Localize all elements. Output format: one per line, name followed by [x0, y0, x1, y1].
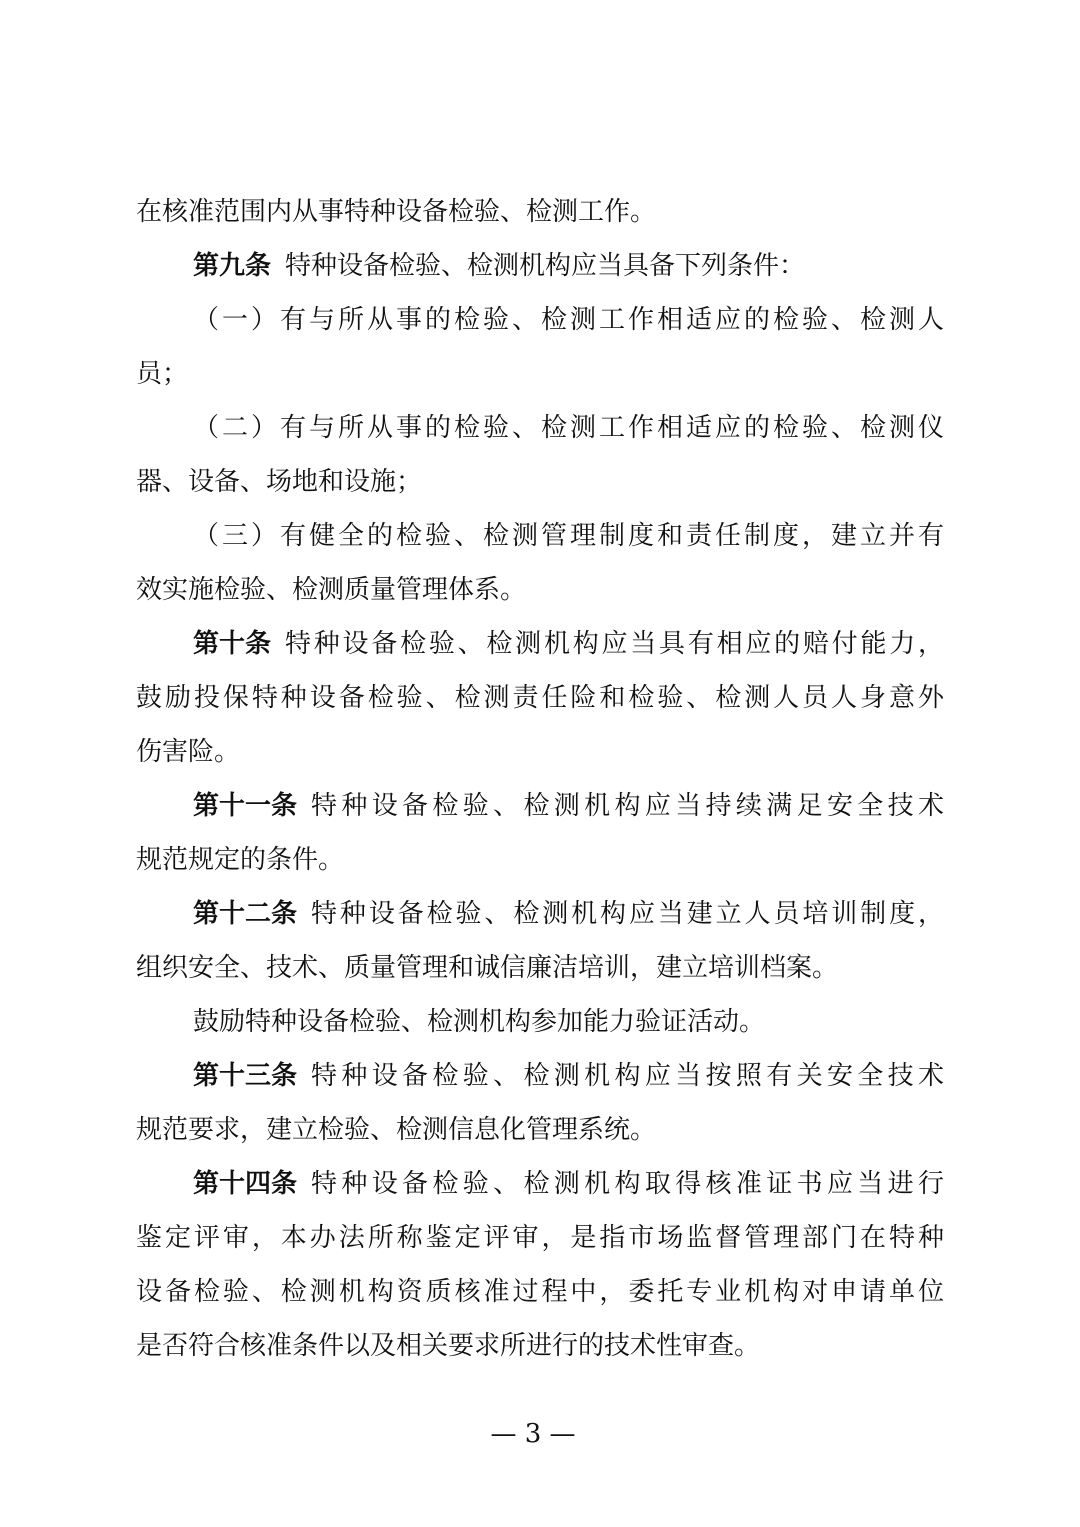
line-text: 器、设备、场地和设施； — [136, 467, 423, 497]
page-number: — 3 — — [490, 1419, 576, 1449]
text-line — [136, 1110, 944, 1150]
line-text: 鼓励特种设备检验、检测机构参加能力验证活动。 — [193, 1007, 766, 1037]
line-text: 鉴定评审，本办法所称鉴定评审，是指市场监督管理部门在特种 — [136, 1223, 944, 1253]
text-line — [136, 840, 944, 880]
article-number: 第十条 — [193, 629, 272, 659]
line-text: （一）有与所从事的检验、检测工作相适应的检验、检测人 — [193, 305, 944, 335]
article-number: 第十三条 — [193, 1061, 298, 1091]
line-text: 在核准范围内从事特种设备检验、检测工作。 — [136, 197, 657, 227]
text-line — [136, 462, 944, 502]
line-text: 鼓励投保特种设备检验、检测责任险和检验、检测人员人身意外 — [136, 683, 944, 713]
text-line — [193, 408, 944, 448]
line-text: 伤害险。 — [136, 737, 241, 767]
text-line — [193, 300, 944, 340]
text-line — [136, 354, 944, 394]
text-line — [136, 1326, 944, 1366]
text-line — [193, 246, 944, 286]
text-line — [193, 894, 944, 934]
line-text: 特种设备检验、检测机构应当具有相应的赔付能力， — [285, 629, 944, 659]
line-text: （三）有健全的检验、检测管理制度和责任制度，建立并有 — [193, 521, 944, 551]
line-text: 规范规定的条件。 — [136, 845, 345, 875]
text-line — [193, 624, 944, 664]
article-number: 第十二条 — [193, 899, 298, 929]
line-text: 特种设备检验、检测机构应当按照有关安全技术 — [311, 1061, 944, 1091]
text-line — [193, 786, 944, 826]
text-line — [136, 732, 944, 772]
text-line — [193, 1164, 944, 1204]
text-line — [136, 948, 944, 988]
line-text: 特种设备检验、检测机构取得核准证书应当进行 — [311, 1169, 944, 1199]
line-text: 员； — [136, 359, 189, 389]
line-text: 特种设备检验、检测机构应当具备下列条件： — [285, 251, 806, 281]
text-line — [136, 1218, 944, 1258]
text-line — [136, 570, 944, 610]
line-text: 设备检验、检测机构资质核准过程中，委托专业机构对申请单位 — [136, 1277, 944, 1307]
line-text: 特种设备检验、检测机构应当持续满足安全技术 — [311, 791, 944, 821]
text-line — [136, 678, 944, 718]
text-line — [193, 516, 944, 556]
line-text: 规范要求，建立检验、检测信息化管理系统。 — [136, 1115, 657, 1145]
line-text: 组织安全、技术、质量管理和诚信廉洁培训，建立培训档案。 — [136, 953, 839, 983]
text-line — [193, 1056, 944, 1096]
line-text: （二）有与所从事的检验、检测工作相适应的检验、检测仪 — [193, 413, 944, 443]
article-number: 第九条 — [193, 251, 272, 281]
line-text: 特种设备检验、检测机构应当建立人员培训制度， — [311, 899, 944, 929]
article-number: 第十四条 — [193, 1169, 298, 1199]
line-text: 是否符合核准条件以及相关要求所进行的技术性审查。 — [136, 1331, 761, 1361]
article-number: 第十一条 — [193, 791, 298, 821]
text-line — [136, 192, 944, 232]
text-line — [193, 1002, 944, 1042]
text-line — [136, 1272, 944, 1312]
line-text: 效实施检验、检测质量管理体系。 — [136, 575, 527, 605]
